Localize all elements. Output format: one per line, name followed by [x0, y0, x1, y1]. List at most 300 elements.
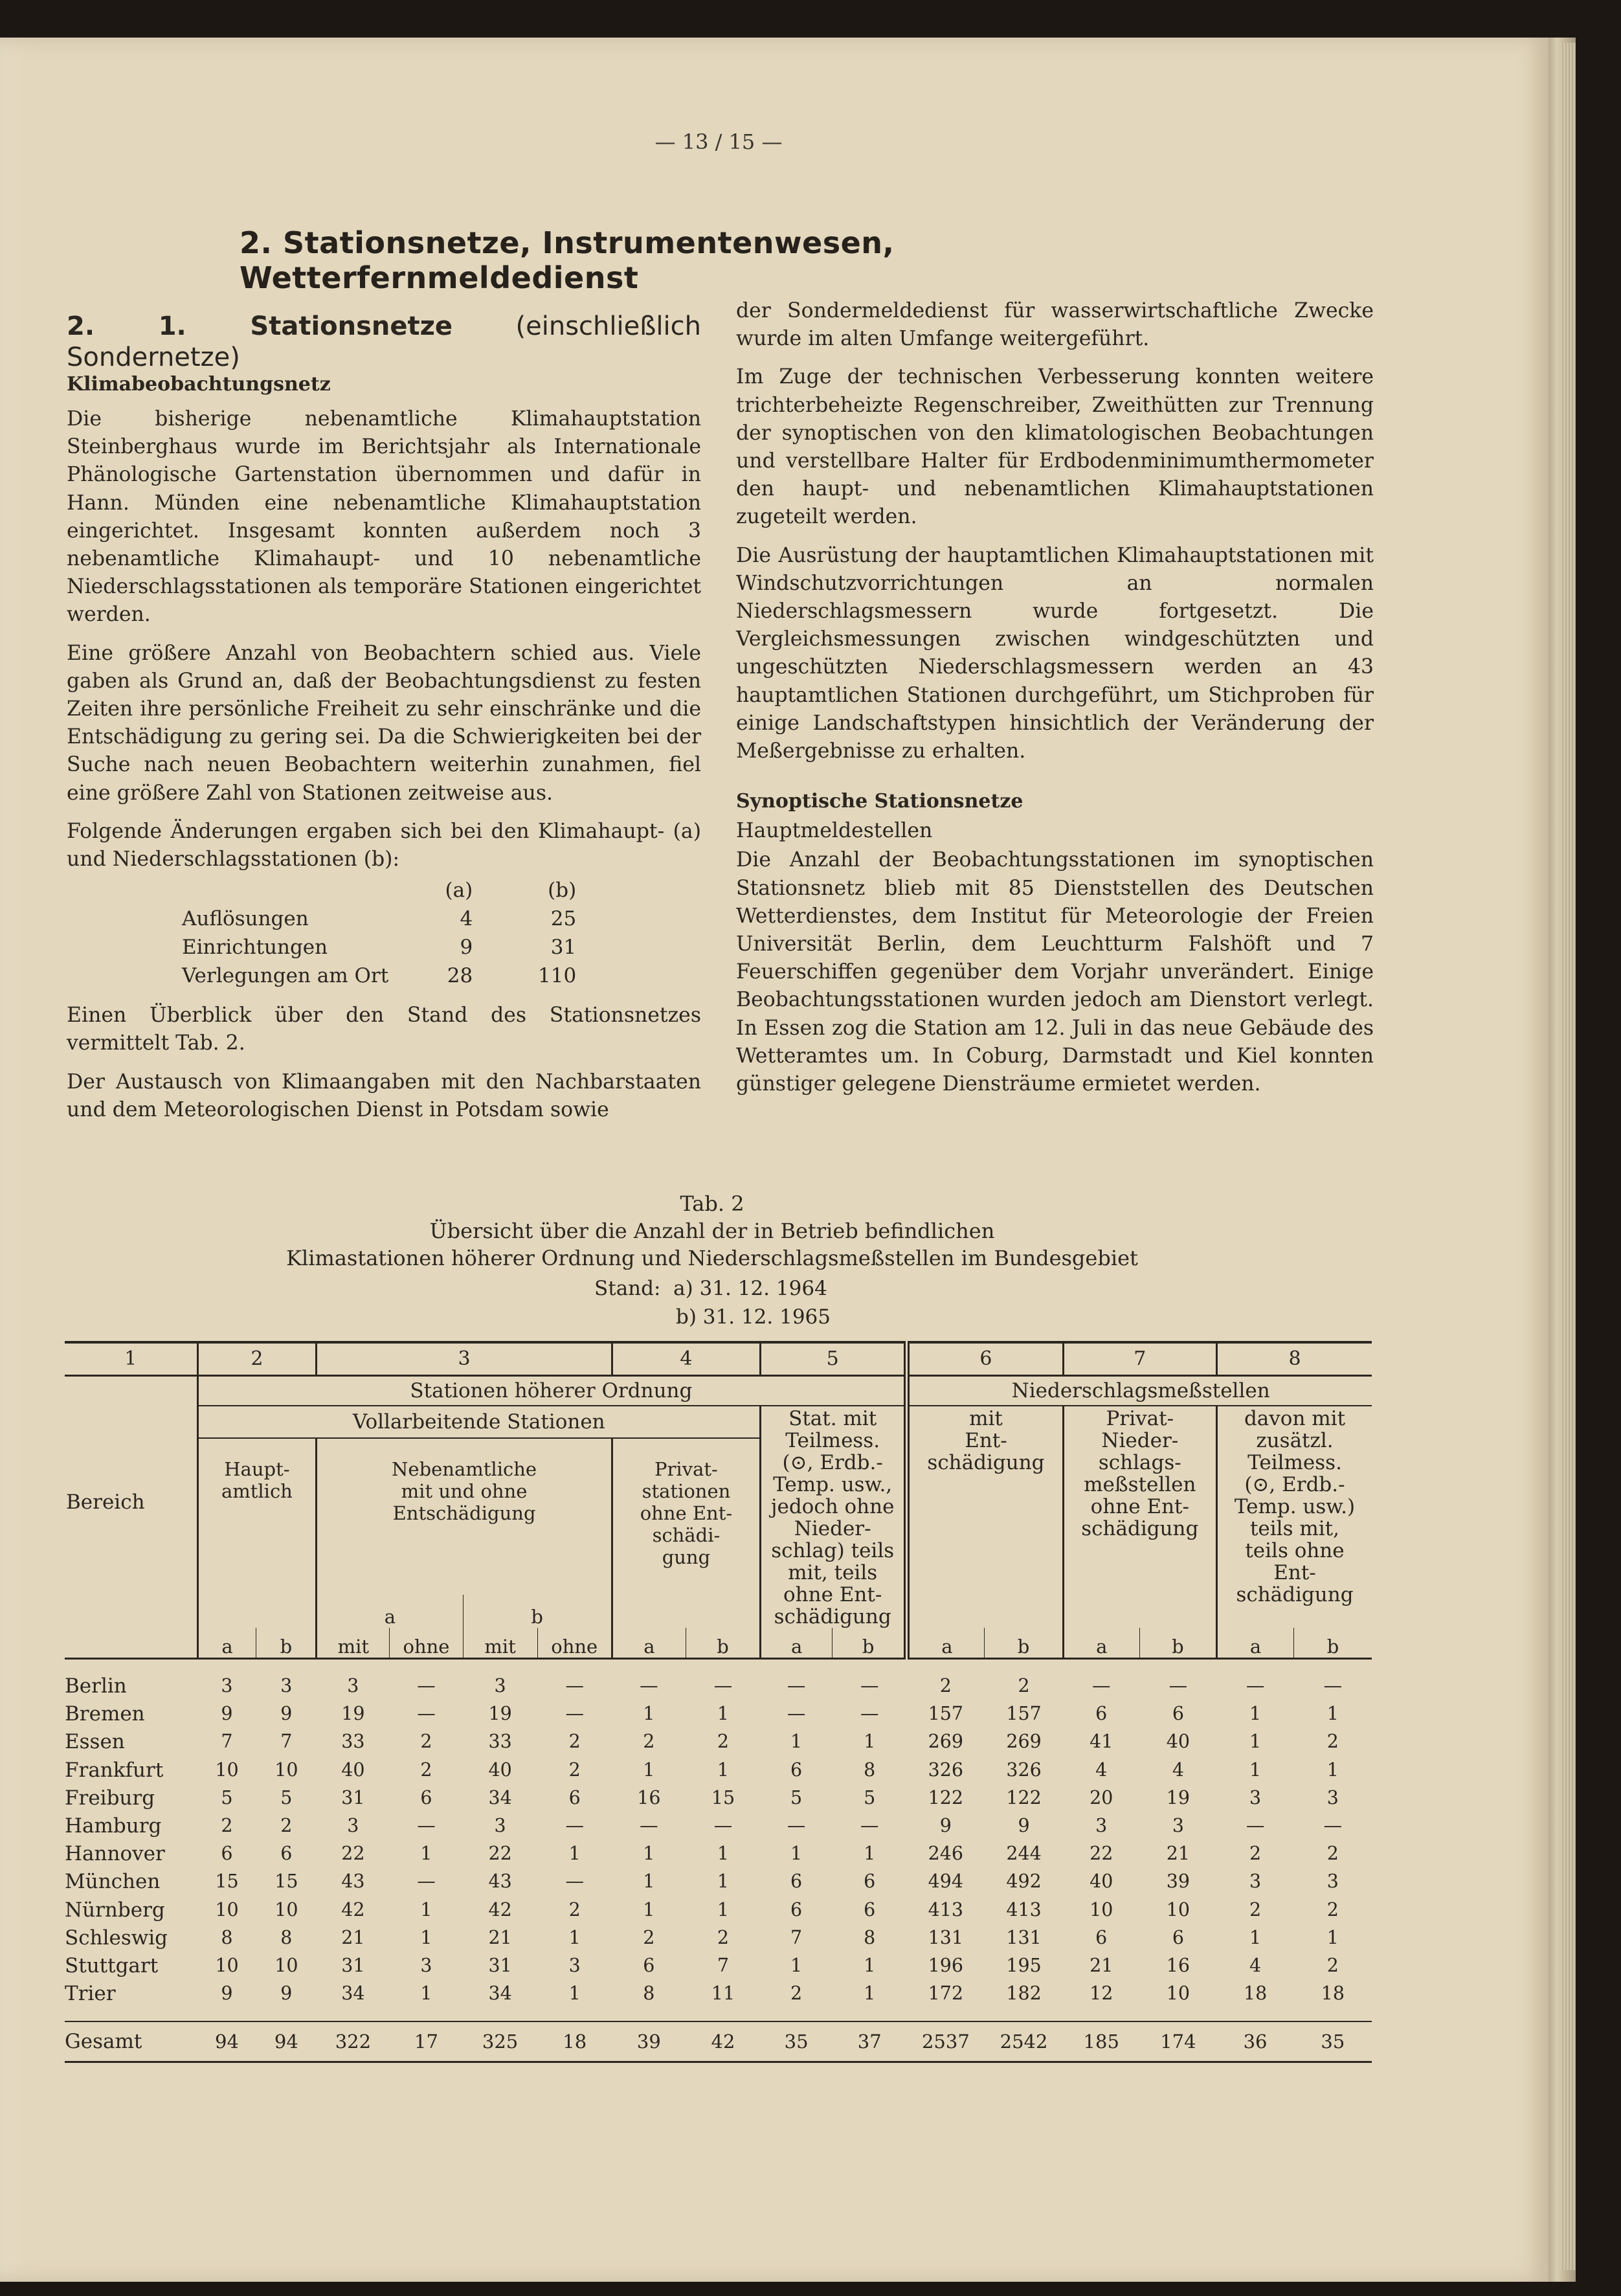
- table-cell: 1: [420, 1983, 432, 2005]
- table-cell: 40: [341, 1759, 365, 1781]
- changes-a: 4: [460, 906, 473, 930]
- table-number: Tab. 2: [680, 1191, 744, 1216]
- table-cell: 6: [864, 1898, 876, 1920]
- total-cell: 94: [197, 2021, 256, 2062]
- changes-row: [67, 962, 576, 990]
- table-cell: 2: [717, 1926, 730, 1948]
- group-niederschlag: Niederschlagsmeßstellen: [907, 1376, 1372, 1406]
- paragraph: Die Ausrüstung der hauptamtlichen Klimahauptstationen mit Windschutzvorrichtungen an normalen Niederschlagsmessern wurde fortgesetzt. Die Vergleichsmessungen zwischen windgeschützten und ungeschützten Niederschlagsmessern werden an 43 hauptamtlichen Stationen durchgeführt, um Stichproben für einige Landschaftstypen hinsichtlich der Veränderung der Meßergebnisse zu erhalten.: [736, 543, 1374, 763]
- table-cell: 7: [280, 1731, 293, 1753]
- table-cell: 1: [1326, 1703, 1339, 1725]
- bereich-name: Trier: [65, 1982, 116, 2006]
- table-cell: —: [860, 1675, 879, 1697]
- page-stack-edge: [1560, 43, 1576, 2270]
- table-cell: —: [417, 1871, 436, 1893]
- table-cell: 10: [215, 1898, 239, 1920]
- table-cell: 3: [1326, 1786, 1339, 1808]
- table-cell: 1: [643, 1703, 655, 1725]
- changes-table: [67, 876, 576, 990]
- table-cell: 10: [215, 1954, 239, 1976]
- table-cell: 1: [643, 1759, 655, 1781]
- table-cell: 7: [221, 1731, 233, 1753]
- table-cell: —: [640, 1675, 658, 1697]
- table-cell: 33: [341, 1731, 365, 1753]
- bereich-name: Berlin: [65, 1674, 127, 1698]
- table-cell: 3: [1172, 1815, 1184, 1837]
- table-cell: 34: [488, 1983, 512, 2005]
- table-cell: 2: [1326, 1898, 1339, 1920]
- table-cell: 2: [1249, 1843, 1262, 1865]
- table-cell: 10: [1166, 1898, 1191, 1920]
- table-cell: 3: [420, 1954, 432, 1976]
- table-cell: 7: [717, 1954, 730, 1976]
- table-row: [65, 1896, 1372, 1924]
- table-cell: 1: [790, 1954, 803, 1976]
- table-cell: 6: [420, 1786, 432, 1808]
- table-cell: —: [417, 1703, 436, 1725]
- table-cell: 15: [215, 1871, 239, 1893]
- table-cell: 2: [221, 1815, 233, 1837]
- sub-header-row: [65, 1628, 1372, 1659]
- table-cell: 1: [643, 1843, 655, 1865]
- sub-mit: mit: [463, 1628, 537, 1659]
- paragraph: Die Anzahl der Beobachtungsstationen im synoptischen Stationsnetz blieb mit 85 Dienststellen des Deutschen Wetterdienstes, dem Institut für Meteorologie der Freien Universität Berlin, dem Leuchtturm Falshöft und 7 Feuerschiffen gegenüber dem Vorjahr unverändert. Einige Beobachtungsstationen wurden jedoch am Dienstort verlegt. In Essen zog die Station am 12. Juli in das neue Gebäude des Wetteramtes um. In Coburg, Darmstadt und Kiel konnten günstiger gelegene Diensträume ermietet werden.: [736, 848, 1374, 1096]
- table-cell: 3: [494, 1815, 506, 1837]
- table-cell: 131: [1006, 1926, 1042, 1948]
- col-b-header: (b): [548, 878, 577, 902]
- table-cell: 16: [1166, 1954, 1191, 1976]
- table-cell: 244: [1006, 1843, 1042, 1865]
- total-cell: 322: [317, 2021, 390, 2062]
- table-cell: 3: [280, 1675, 293, 1697]
- table-cell: —: [417, 1675, 436, 1697]
- changes-a: 28: [447, 963, 473, 987]
- table-cell: 6: [1172, 1926, 1184, 1948]
- paragraph: Im Zuge der technischen Verbesserung konnten weitere trichterbeheizte Regenschreiber, Zweithütten zur Trennung der synoptischen von den klimatologischen Beobachtungen und verstellbare Halter für Erdbodenminimumthermometer den haupt- und nebenamtlichen Klimahauptstationen zugeteilt werden.: [736, 365, 1374, 529]
- table-cell: 494: [928, 1871, 964, 1893]
- changes-label: Auflösungen: [182, 906, 309, 930]
- table-cell: 6: [864, 1871, 876, 1893]
- changes-label: Einrichtungen: [182, 935, 328, 959]
- paragraph: Einen Überblick über den Stand des Stationsnetzes vermittelt Tab. 2.: [67, 1004, 701, 1055]
- table-cell: 10: [274, 1954, 298, 1976]
- table-cell: 1: [717, 1871, 730, 1893]
- table-cell: 31: [341, 1954, 365, 1976]
- table-cell: 1: [717, 1843, 730, 1865]
- synoptische-label: Synoptische Stationsnetze: [736, 790, 1023, 813]
- table-row: [65, 1728, 1372, 1756]
- table-cell: 9: [280, 1983, 293, 2005]
- table-cell: 2: [1326, 1843, 1339, 1865]
- table-cell: 43: [488, 1871, 512, 1893]
- table-cell: 4: [1172, 1759, 1184, 1781]
- table-cell: 1: [420, 1926, 432, 1948]
- table-cell: 10: [1090, 1898, 1113, 1920]
- table-cell: 40: [1166, 1731, 1191, 1753]
- table-cell: 6: [790, 1871, 803, 1893]
- table-cell: 8: [864, 1926, 876, 1948]
- table-cell: 19: [341, 1703, 365, 1725]
- table-cell: 4: [1095, 1759, 1108, 1781]
- table-cell: —: [1246, 1815, 1265, 1837]
- table-cell: 3: [1095, 1815, 1108, 1837]
- table-cell: 1: [1249, 1731, 1262, 1753]
- table-cell: 7: [790, 1926, 803, 1948]
- bereich-name: München: [65, 1870, 161, 1894]
- table-cell: 196: [928, 1954, 964, 1976]
- table-cell: —: [860, 1703, 879, 1725]
- table-cell: 6: [790, 1898, 803, 1920]
- table-cell: 16: [637, 1786, 661, 1808]
- table-cell: 34: [488, 1786, 512, 1808]
- table-cell: 11: [711, 1983, 735, 2005]
- table-cell: 43: [341, 1871, 365, 1893]
- changes-row: [67, 905, 576, 933]
- table-cell: 33: [488, 1731, 512, 1753]
- table-cell: 5: [280, 1786, 293, 1808]
- table-cell: 40: [1090, 1871, 1113, 1893]
- table-cell: 1: [717, 1898, 730, 1920]
- table-cell: 1: [1326, 1759, 1339, 1781]
- table-cell: —: [1091, 1675, 1111, 1697]
- table-cell: —: [565, 1815, 584, 1837]
- table-cell: —: [787, 1703, 806, 1725]
- table-cell: 1: [1249, 1926, 1262, 1948]
- paragraph: Eine größere Anzahl von Beobachtern schied aus. Viele gaben als Grund an, daß der Beobachtungsdienst zu festen Zeiten ihre persönliche Freiheit zu sehr einschränke und die Entschädigung zu gering sei. Da die Schwierigkeiten bei der Suche nach neuen Beobachtern weiterhin zunahmen, fiel eine größere Zahl von Stationen zeitweise aus.: [67, 641, 701, 805]
- table-cell: —: [640, 1815, 658, 1837]
- bereich-name: Nürnberg: [65, 1898, 165, 1922]
- table-cell: 21: [341, 1926, 365, 1948]
- table-cell: 172: [928, 1983, 964, 2005]
- table-cell: —: [787, 1675, 806, 1697]
- header-privatstationen: Privat- stationen ohne Ent- schädi- gung: [612, 1438, 760, 1594]
- total-cell: 37: [833, 2021, 907, 2062]
- sub-a: a: [761, 1628, 833, 1659]
- table-row: [65, 1840, 1372, 1868]
- table-cell: 3: [347, 1815, 359, 1837]
- sub-a: a: [1216, 1628, 1293, 1659]
- table-cell: 9: [280, 1703, 293, 1725]
- table-cell: —: [713, 1815, 733, 1837]
- bereich-name: Frankfurt: [65, 1758, 164, 1782]
- col-number: 2: [197, 1342, 317, 1376]
- table-cell: 9: [1018, 1815, 1030, 1837]
- column-number-row: [65, 1342, 1372, 1376]
- paragraph: Die bisherige nebenamtliche Klimahauptstation Steinberghaus wurde im Berichtsjahr als Internationale Phänologische Gartenstation übernommen und dafür in Hann. Münden eine nebenamtliche Klimahauptstation eingerichtet. Insgesamt konnten außerdem noch 3 nebenamtliche Klimahaupt- und 10 nebenamtliche Niederschlagsstationen als temporäre Stationen eingerichtet werden.: [67, 407, 701, 627]
- sub-a: a: [907, 1628, 985, 1659]
- table-cell: 5: [790, 1786, 803, 1808]
- total-cell: 42: [686, 2021, 760, 2062]
- table-cell: 12: [1090, 1983, 1113, 2005]
- table-cell: 1: [643, 1871, 655, 1893]
- table-cell: —: [1168, 1675, 1188, 1697]
- header-stat-teilmess: Stat. mit Teilmess. (⊙, Erdb.- Temp. usw., jedoch ohne Nieder- schlag) teils mit, teils ohne Ent- schädigung: [761, 1406, 907, 1628]
- table-cell: 1: [717, 1703, 730, 1725]
- table-cell: 1: [568, 1983, 581, 2005]
- subsection-heading-light: (einschließlich Sondernetze): [67, 311, 701, 372]
- table-cell: 2: [643, 1731, 655, 1753]
- table-cell: 6: [790, 1759, 803, 1781]
- table-cell: 31: [341, 1786, 365, 1808]
- table-cell: 1: [864, 1843, 876, 1865]
- table-cell: 157: [928, 1703, 964, 1725]
- total-cell: 35: [1294, 2021, 1372, 2062]
- col-number: 4: [612, 1342, 760, 1376]
- table-cell: —: [1323, 1675, 1343, 1697]
- table-cell: 18: [1243, 1983, 1268, 2005]
- table-title: Übersicht über die Anzahl der in Betrieb befindlichen: [429, 1219, 995, 1243]
- bereich-name: Hannover: [65, 1842, 165, 1866]
- table-row: [65, 1812, 1372, 1840]
- table-cell: 122: [1006, 1786, 1042, 1808]
- table-cell: 9: [221, 1983, 233, 2005]
- table-cell: 3: [1326, 1871, 1339, 1893]
- table-cell: —: [860, 1815, 879, 1837]
- sub-b: b: [463, 1595, 612, 1628]
- header-nebenamtlich: Nebenamtliche mit und ohne Entschädigung: [317, 1438, 612, 1594]
- klimabeobachtungsnetz-label: Klimabeobachtungsnetz: [67, 373, 331, 396]
- table-cell: 10: [274, 1759, 298, 1781]
- table-cell: 182: [1006, 1983, 1042, 2005]
- page-number: — 13 / 15 —: [654, 129, 783, 154]
- hauptmeldestellen-label: Hauptmeldestellen: [736, 819, 933, 843]
- table-cell: 19: [1166, 1786, 1191, 1808]
- col-number: 8: [1216, 1342, 1372, 1376]
- col-number: 5: [761, 1342, 907, 1376]
- left-column: [67, 311, 701, 1134]
- table-cell: 2: [1249, 1898, 1262, 1920]
- bereich-name: Stuttgart: [65, 1953, 159, 1977]
- bereich-name: Schleswig: [65, 1926, 168, 1950]
- bereich-name: Bremen: [65, 1702, 145, 1726]
- table-cell: 326: [1006, 1759, 1042, 1781]
- table-cell: 2: [643, 1926, 655, 1948]
- section-heading: 2. Stationsnetze, Instrumentenwesen, Wetterfernmeldedienst: [240, 225, 895, 295]
- table-cell: —: [565, 1871, 584, 1893]
- table-cell: 5: [221, 1786, 233, 1808]
- total-cell: 18: [537, 2021, 612, 2062]
- stand-b: b) 31. 12. 1965: [676, 1305, 831, 1329]
- total-cell: 36: [1216, 2021, 1293, 2062]
- changes-a: 9: [460, 935, 473, 959]
- table-cell: 2: [1326, 1731, 1339, 1753]
- group-header-row: [65, 1376, 1372, 1406]
- total-cell: 35: [761, 2021, 833, 2062]
- table-title: Klimastationen höherer Ordnung und Niederschlagsmeßstellen im Bundesgebiet: [286, 1246, 1138, 1270]
- table-cell: —: [565, 1675, 584, 1697]
- table-cell: 246: [928, 1843, 964, 1865]
- station-table: [65, 1341, 1372, 2063]
- table-cell: 3: [568, 1954, 581, 1976]
- table-cell: 42: [341, 1898, 365, 1920]
- changes-row: [67, 933, 576, 962]
- table-cell: 2: [568, 1898, 581, 1920]
- table-cell: 9: [939, 1815, 952, 1837]
- table-cell: 22: [488, 1843, 512, 1865]
- table-cell: 2: [790, 1983, 803, 2005]
- sub-b: b: [833, 1628, 907, 1659]
- table-row: [65, 1784, 1372, 1812]
- bereich-name: Hamburg: [65, 1814, 162, 1838]
- table-row: [65, 1756, 1372, 1784]
- table-cell: —: [417, 1815, 436, 1837]
- table-cell: 4: [1249, 1954, 1262, 1976]
- sub-ohne: ohne: [390, 1628, 463, 1659]
- total-cell: 94: [256, 2021, 317, 2062]
- table-cell: 31: [488, 1954, 512, 1976]
- table-cell: 10: [274, 1898, 298, 1920]
- stand-a: a) 31. 12. 1964: [673, 1277, 827, 1300]
- table-cell: 2: [568, 1759, 581, 1781]
- table-cell: 492: [1006, 1871, 1042, 1893]
- table-row: [65, 1980, 1372, 2008]
- table-cell: 18: [1321, 1983, 1345, 2005]
- sub-a: a: [317, 1595, 463, 1628]
- table-cell: 1: [568, 1843, 581, 1865]
- total-cell: 17: [390, 2021, 463, 2062]
- table-cell: 39: [1166, 1871, 1191, 1893]
- table-cell: 1: [568, 1926, 581, 1948]
- table-cell: 5: [864, 1786, 876, 1808]
- total-label: Gesamt: [65, 2021, 197, 2062]
- changes-label: Verlegungen am Ort: [182, 963, 389, 987]
- table-cell: 22: [341, 1843, 365, 1865]
- total-cell: 2542: [985, 2021, 1063, 2062]
- table-cell: 2: [1018, 1675, 1030, 1697]
- table-cell: 3: [221, 1675, 233, 1697]
- header-davon-zusaetzl: davon mit zusätzl. Teilmess. (⊙, Erdb.- Temp. usw.) teils mit, teils ohne Ent- schädigung: [1216, 1406, 1372, 1628]
- subsection-heading-bold: 2. 1. Stationsnetze: [67, 311, 453, 341]
- table-cell: 122: [928, 1786, 964, 1808]
- table-body: [65, 1672, 1372, 2008]
- table-cell: —: [1246, 1675, 1265, 1697]
- table-cell: 8: [643, 1983, 655, 2005]
- sub-mit: mit: [317, 1628, 390, 1659]
- table-cell: 413: [928, 1898, 964, 1920]
- bereich-header: Bereich: [66, 1490, 145, 1514]
- sub-b: b: [1139, 1628, 1216, 1659]
- table-cell: 21: [488, 1926, 512, 1948]
- total-cell: 2537: [907, 2021, 985, 2062]
- table-cell: 15: [711, 1786, 735, 1808]
- table-cell: 6: [1095, 1703, 1108, 1725]
- table-cell: 269: [1006, 1731, 1042, 1753]
- total-row: [65, 2021, 1372, 2062]
- table-cell: 3: [494, 1675, 506, 1697]
- total-cell: 325: [463, 2021, 537, 2062]
- table-cell: 2: [280, 1815, 293, 1837]
- table-stand: [594, 1274, 831, 1331]
- table-cell: 6: [280, 1843, 293, 1865]
- paragraph: Der Austausch von Klimaangaben mit den Nachbarstaaten und dem Meteorologischen Dienst in Potsdam sowie: [67, 1070, 701, 1121]
- table-cell: 1: [1249, 1703, 1262, 1725]
- table-cell: 22: [1090, 1843, 1113, 1865]
- sub-b: b: [686, 1628, 760, 1659]
- table-cell: 1: [1326, 1926, 1339, 1948]
- table-cell: 1: [1249, 1759, 1262, 1781]
- table-cell: 1: [790, 1843, 803, 1865]
- table-cell: 157: [1006, 1703, 1042, 1725]
- changes-b: 110: [538, 963, 577, 987]
- table-caption: [194, 1190, 1230, 1272]
- table-cell: 6: [568, 1786, 581, 1808]
- header-privat-niederschlag: Privat- Nieder- schlags- meßstellen ohne Ent- schädigung: [1063, 1406, 1216, 1628]
- sub-ohne: ohne: [537, 1628, 612, 1659]
- table-cell: 1: [420, 1843, 432, 1865]
- table-cell: 2: [939, 1675, 952, 1697]
- col-number: 1: [65, 1342, 197, 1376]
- paragraph: der Sondermeldedienst für wasserwirtschaftliche Zwecke wurde im alten Umfange weitergeführt.: [736, 299, 1374, 351]
- sub-b: b: [256, 1628, 317, 1659]
- sub-a: a: [197, 1628, 256, 1659]
- table-cell: 1: [790, 1731, 803, 1753]
- col-number: 6: [907, 1342, 1063, 1376]
- total-cell: 185: [1063, 2021, 1139, 2062]
- table-cell: 6: [643, 1954, 655, 1976]
- table-cell: 1: [643, 1898, 655, 1920]
- table-cell: 19: [488, 1703, 512, 1725]
- bereich-name: Essen: [65, 1730, 125, 1754]
- table-cell: 3: [1249, 1871, 1262, 1893]
- table-cell: 2: [420, 1731, 432, 1753]
- col-a-header: (a): [445, 878, 473, 902]
- table-cell: —: [787, 1815, 806, 1837]
- table-cell: 20: [1090, 1786, 1113, 1808]
- subgroup-header-row: [65, 1406, 1372, 1439]
- col-number: 3: [317, 1342, 612, 1376]
- table-cell: 34: [341, 1983, 365, 2005]
- table-cell: 1: [717, 1759, 730, 1781]
- table-cell: 10: [1166, 1983, 1191, 2005]
- table-cell: 1: [864, 1983, 876, 2005]
- table-cell: 6: [221, 1843, 233, 1865]
- table-cell: 21: [1166, 1843, 1191, 1865]
- table-cell: 21: [1090, 1954, 1113, 1976]
- table-cell: —: [565, 1703, 584, 1725]
- sub-a: a: [612, 1628, 686, 1659]
- table-row: [65, 1672, 1372, 1700]
- table-cell: 131: [928, 1926, 964, 1948]
- right-column: [736, 297, 1374, 1109]
- changes-b: 31: [550, 935, 577, 959]
- group-vollarbeitend: Vollarbeitende Stationen: [197, 1406, 761, 1439]
- table-cell: 1: [864, 1954, 876, 1976]
- table-cell: 41: [1090, 1731, 1113, 1753]
- table-cell: 2: [1326, 1954, 1339, 1976]
- total-cell: 174: [1139, 2021, 1216, 2062]
- sub-a: a: [1063, 1628, 1139, 1659]
- total-cell: 39: [612, 2021, 686, 2062]
- table-cell: 10: [215, 1759, 239, 1781]
- table-cell: 413: [1006, 1898, 1042, 1920]
- table-cell: 15: [274, 1871, 298, 1893]
- table-cell: 2: [717, 1731, 730, 1753]
- table-cell: —: [713, 1675, 733, 1697]
- subsection-heading: [67, 311, 701, 373]
- table-cell: 326: [928, 1759, 964, 1781]
- col-number: 7: [1063, 1342, 1216, 1376]
- table-cell: 3: [347, 1675, 359, 1697]
- table-row: [65, 1924, 1372, 1952]
- table-cell: —: [1323, 1815, 1343, 1837]
- changes-b: 25: [550, 906, 577, 930]
- sub-b: b: [985, 1628, 1063, 1659]
- table-cell: 2: [568, 1731, 581, 1753]
- table-row: [65, 1868, 1372, 1896]
- table-row: [65, 1952, 1372, 1979]
- table-row: [65, 1700, 1372, 1728]
- paragraph: Folgende Änderungen ergaben sich bei den Klimahaupt- (a) und Niederschlagsstationen (b):: [67, 819, 701, 872]
